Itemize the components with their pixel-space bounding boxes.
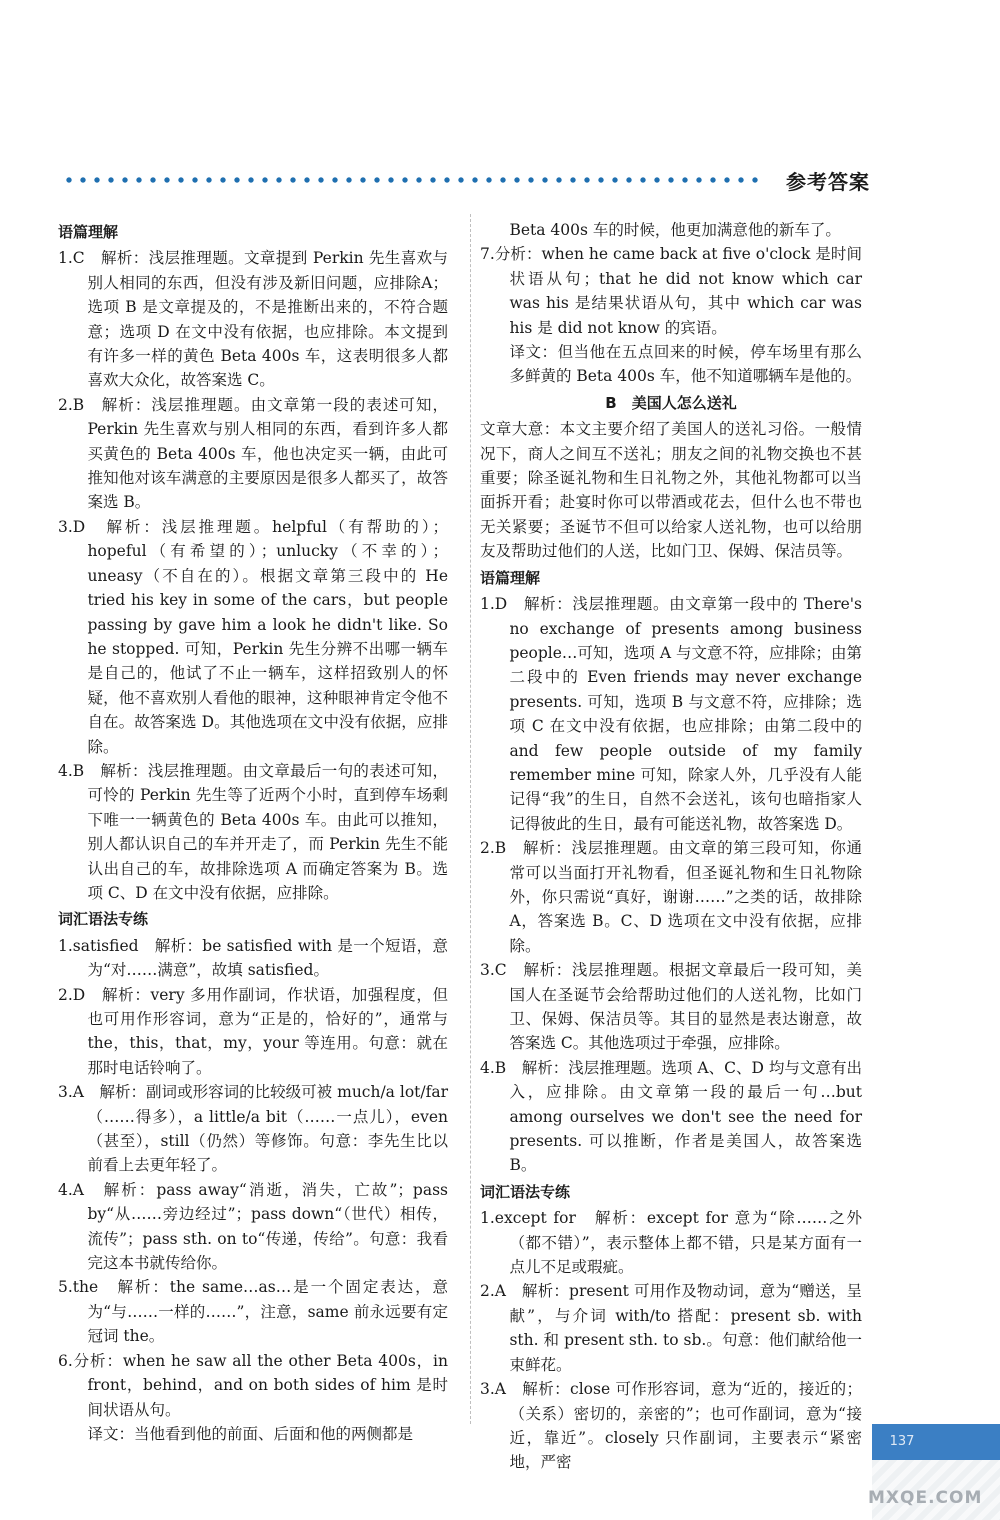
section-heading-reading: 语篇理解 — [58, 223, 119, 241]
left-column — [58, 218, 448, 1446]
answer-item: 1.except for 解析：except for 意为“除……之外（都不错）”，表示整体上都不错，只是某方面有一点儿不足或瑕疵。 — [480, 1209, 862, 1277]
passage-b-title: B 美国人怎么送礼 — [605, 393, 737, 412]
answer-item: 6.分析：when he saw all the other Beta 400s，in front，behind，and on both sides of him 是时间状语从句。 — [58, 1351, 448, 1419]
answer-item: 3.C 解析：浅层推理题。根据文章最后一段可知，美国人在圣诞节会给帮助过他们的人送礼物，比如门卫、保姆、保洁员等。其目的显然是表达谢意，故答案选 C。其他选项过于牵强，应排除。 — [480, 961, 862, 1053]
answer-item: 1.satisfied 解析：be satisfied with 是一个短语，意为“对……满意”，故填 satisfied。 — [58, 936, 448, 980]
section-heading-vocab: 词汇语法专练 — [58, 910, 149, 929]
section-heading-reading: 语篇理解 — [480, 568, 541, 587]
right-column — [480, 218, 862, 1475]
answer-item: 2.B 解析：浅层推理题。由文章的第三段可知，你通常可以当面打开礼物看，但圣诞礼物和生日礼物除外，你只需说“真好，谢谢……”之类的话，故排除 A，答案选 B。C、D 选项在文中没有依据，应排除。 — [480, 839, 862, 955]
answer-item: 3.A 解析：close 可作形容词，意为“近的，接近的；（关系）密切的，亲密的”；也可作副词，意为“接近，靠近”。closely 只作副词，主要表示“紧密地，严密 — [480, 1380, 862, 1472]
section-heading-vocab: 词汇语法专练 — [480, 1182, 571, 1201]
column-divider — [470, 214, 471, 1424]
page-header-title: 参考答案 — [786, 170, 870, 194]
page-number: 137 — [889, 1434, 915, 1449]
answer-item: 7.分析：when he came back at five o'clock 是时间状语从句；that he did not know which car was his 是结果状语从句，其中 which car was his 是 did not know 的宾语。 — [480, 245, 862, 337]
translation-continued: Beta 400s 车的时候，他更加满意他的新车了。 — [509, 221, 841, 239]
watermark-text: MXQE.COM — [868, 1488, 983, 1508]
answer-item: 4.B 解析：浅层推理题。由文章最后一句的表述可知，可怜的 Perkin 先生等了近两个小时，直到停车场剩下唯一一辆黄色的 Beta 400s 车。由此可以推知，别人都认识自己的车并开走了，而 Perkin 先生不能认出自己的车，故排除选项 A 而确定答案为 B。选项 C、D 在文中没有依据，应排除。 — [58, 761, 448, 902]
answer-item: 5.the 解析：the same…as…是一个固定表达，意为“与……一样的……”，注意，same 前永远要有定冠词 the。 — [58, 1278, 448, 1346]
answer-item: 4.B 解析：浅层推理题。选项 A、C、D 均与文意有出入，应排除。由文章第一段的最后一句…but among ourselves we don't see the need for presents. 可以推断，作者是美国人，故答案选 B。 — [480, 1058, 862, 1175]
translation-note: 译文：当他看到他的前面、后面和他的两侧都是 — [87, 1424, 413, 1443]
answer-item: 3.A 解析：副词或形容词的比较级可被 much/a lot/far（……得多），a little/a bit（……一点儿），even（甚至），still（仍然）等修饰。句意：李先生比以前看上去更年轻了。 — [58, 1083, 448, 1175]
answer-item: 4.A 解析：pass away“消逝，消失，亡故”；pass by“从……旁边经过”；pass down“（世代）相传，流传”；pass sth. on to“传递，传给”。句意：我看完这本书就传给你。 — [58, 1180, 448, 1273]
answer-item: 1.D 解析：浅层推理题。由文章第一段中的 There's no exchange of presents among business people…可知，选项 A 与文意不符，应排除；由第二段中的 Even friends may never exchange presents. 可知，选项 B 与文意不符，应排除；选项 C 在文中没有依据，也应排除；由第二段中的 and few people outside of my family remember mine 可知，除家人外，几乎没有人能记得“我”的生日，自然不会送礼，该句也暗指家人记得彼此的生日，最有可能送礼物，故答案选 D。 — [480, 595, 862, 833]
answer-item: 3.D 解析：浅层推理题。helpful（有帮助的）；hopeful（有希望的）；unlucky（不幸的）；uneasy（不自在的）。根据文章第三段中的 He tried his key in some of the cars，but people passing by gave him a look he didn't like. So he stopped. 可知，Perkin 先生分辨不出哪一辆车是自己的，他试了不止一辆车，这样招致别人的怀疑，他不喜欢别人看他的眼神，这种眼神肯定令他不自在。故答案选 D。其他选项在文中没有依据，应排除。 — [58, 517, 448, 756]
translation-note: 译文：但当他在五点回来的时候，停车场里有那么多鲜黄的 Beta 400s 车，他不知道哪辆车是他的。 — [509, 343, 862, 386]
answer-item: 2.D 解析：very 多用作副词，作状语，加强程度，但也可用作形容词，意为“正是的，恰好的”，通常与 the，this，that，my，your 等连用。句意：就在那时电话铃响了。 — [58, 985, 448, 1077]
answer-item: 2.B 解析：浅层推理题。由文章第一段的表述可知，Perkin 先生喜欢与别人相同的东西，看到许多人都买黄色的 Beta 400s 车，他也决定买一辆，由此可推知他对该车满意的主要原因是很多人都买了，故答案选 B。 — [58, 395, 448, 512]
header-dotted-rule — [62, 172, 762, 188]
answer-item: 1.C 解析：浅层推理题。文章提到 Perkin 先生喜欢与别人相同的东西，但没有涉及新旧问题，应排除A；选项 B 是文章提及的，不是推断出来的，不符合题意；选项 D 在文中没有依据，也应排除。本文提到有许多一样的黄色 Beta 400s 车，这表明很多人都喜欢大众化，故答案选 C。 — [58, 249, 448, 390]
answer-item: 2.A 解析：present 可用作及物动词，意为“赠送，呈献”，与介词 with/to 搭配：present sb. with sth. 和 present sth. to sb.。句意：他们献给他一束鲜花。 — [480, 1282, 862, 1374]
passage-summary: 文章大意：本文主要介绍了美国人的送礼习俗。一般情况下，商人之间互不送礼；朋友之间的礼物交换也不甚重要；除圣诞礼物和生日礼物之外，其他礼物都可以当面拆开看；赴宴时你可以带酒或花去，但什么也不带也无关紧要；圣诞节不但可以给家人送礼物，也可以给朋友及帮助过他们的人送，比如门卫、保姆、保洁员等。 — [480, 420, 862, 561]
